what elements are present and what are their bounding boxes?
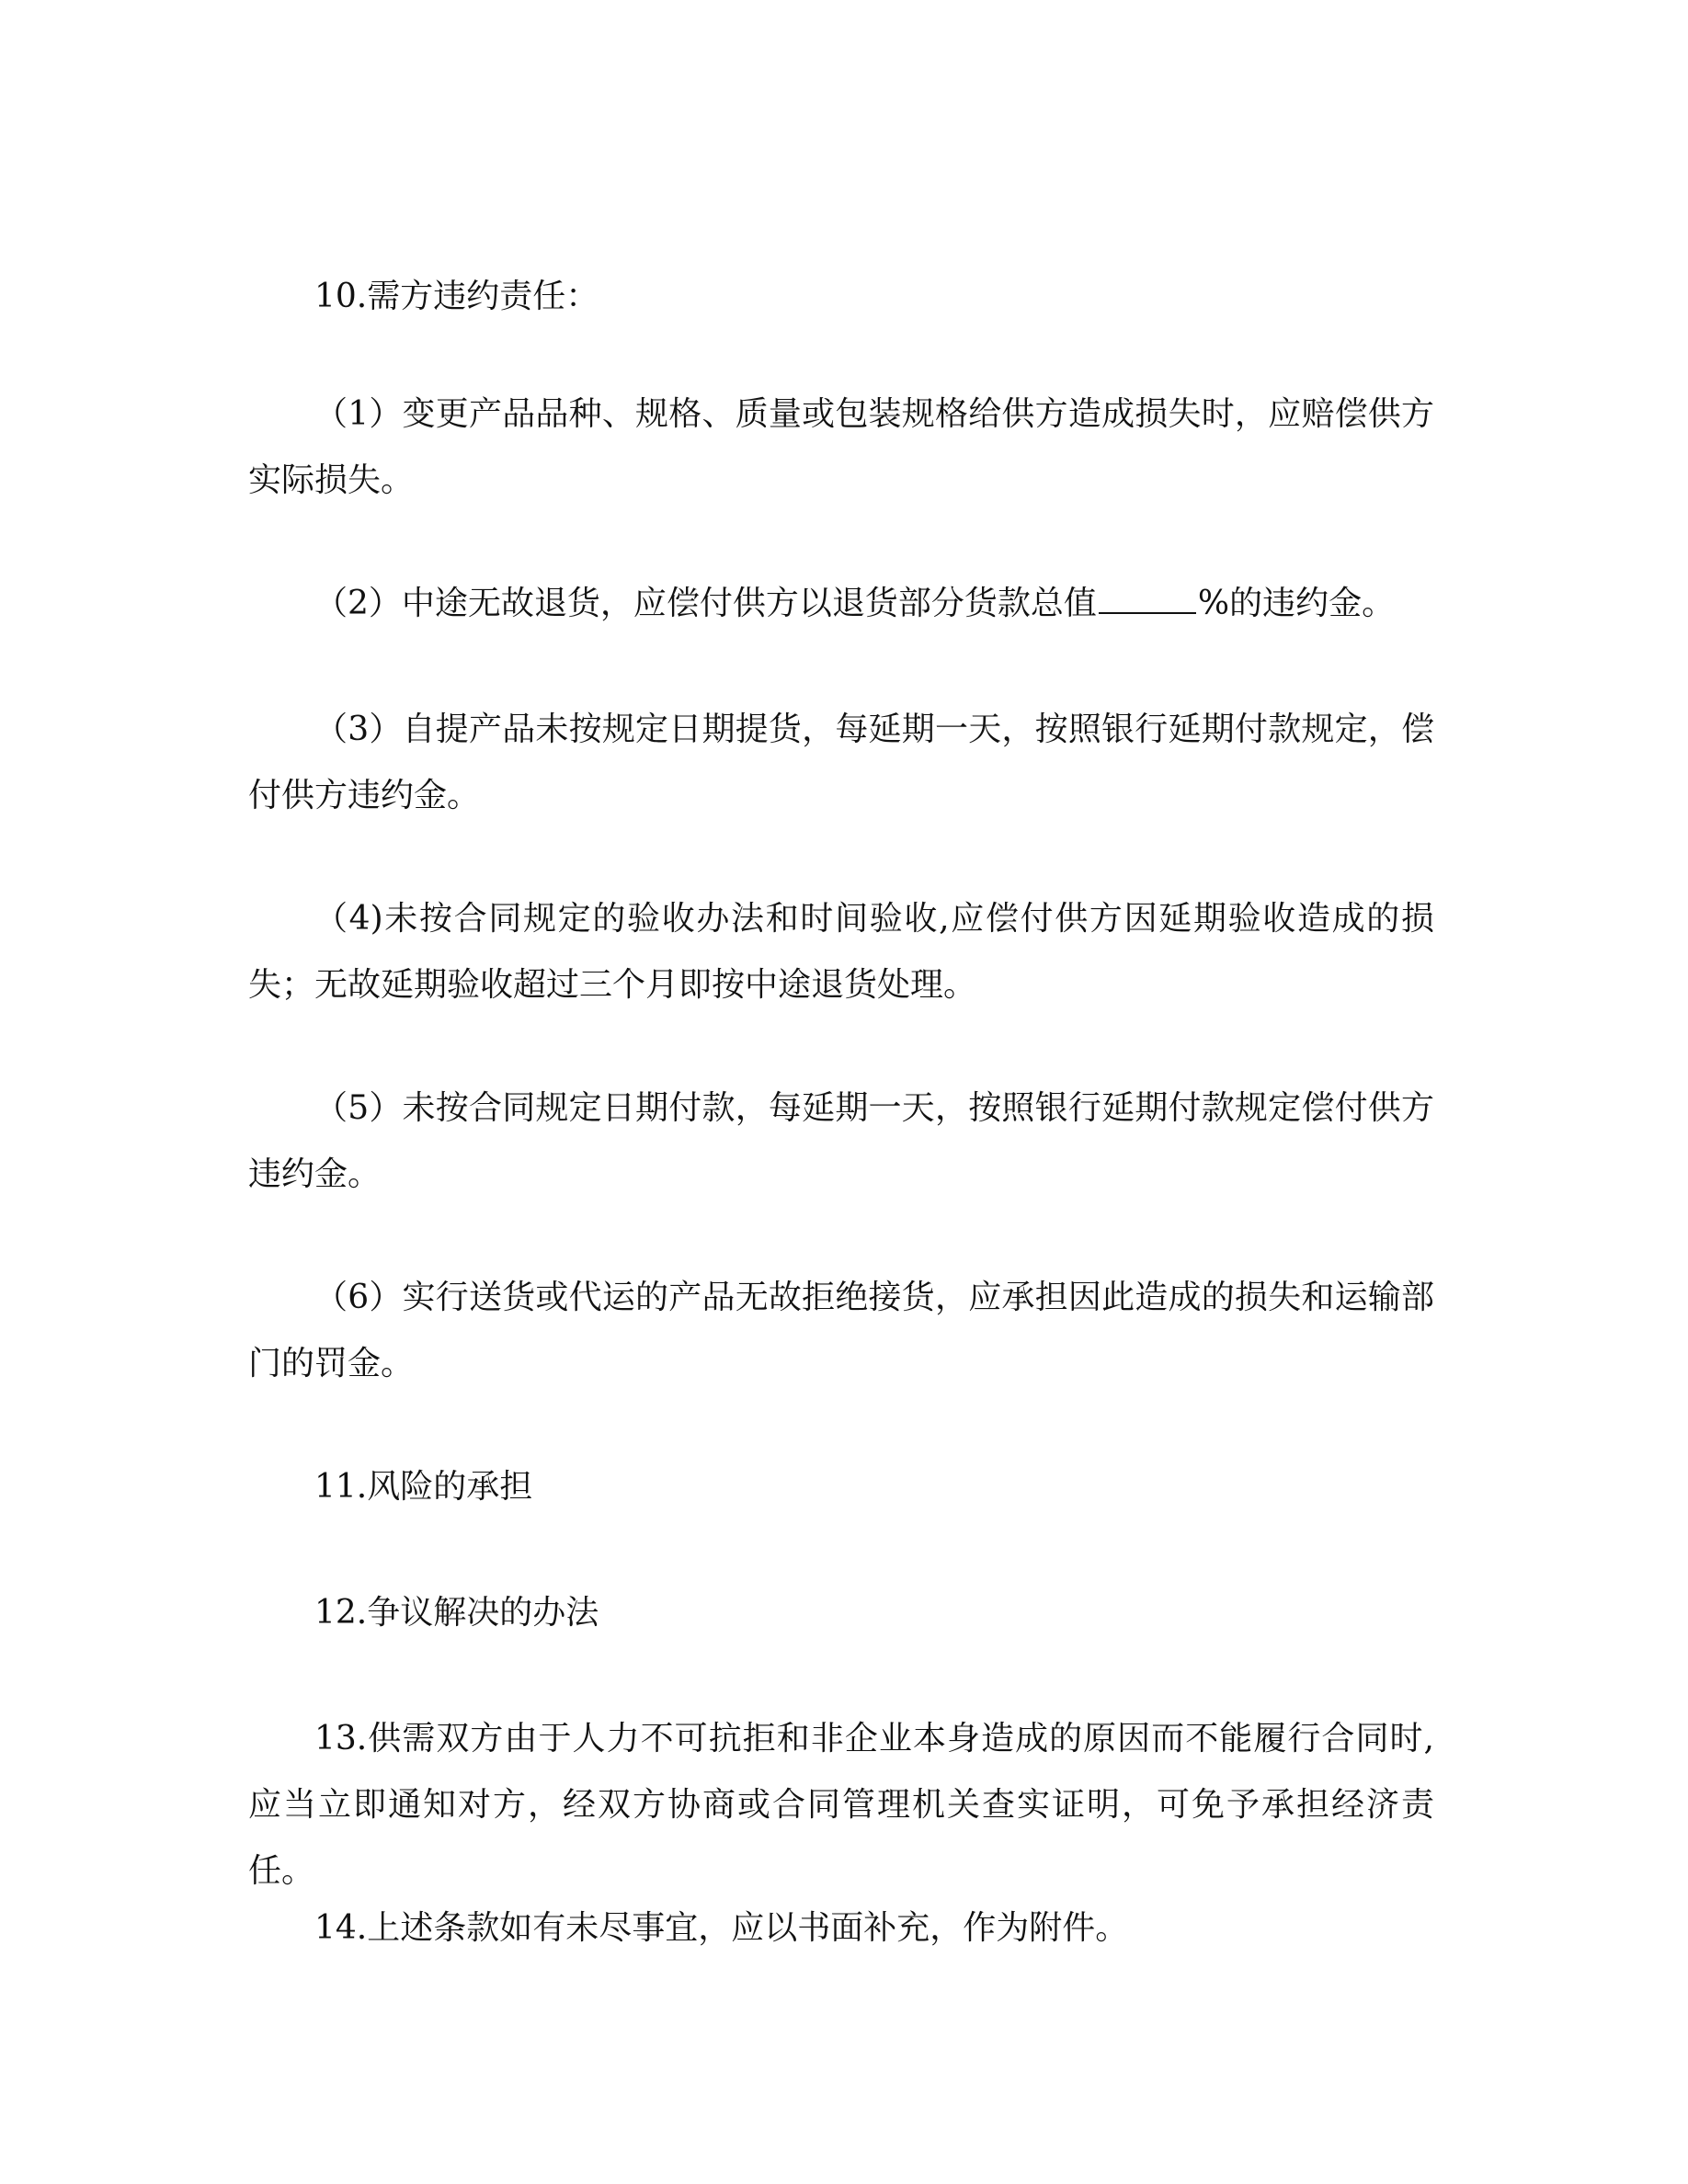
clause-12-heading: 12.争议解决的办法 [314, 1594, 599, 1632]
clause-10-item-1: （1）变更产品品种、规格、质量或包装规格给供方造成损失时，应赔偿供方实际损失。 [248, 395, 1434, 499]
percentage-blank [1099, 581, 1196, 614]
clause-10-heading: 10.需方违约责任： [314, 278, 599, 315]
clause-10-item-6: （6）实行送货或代运的产品无故拒绝接货，应承担因此造成的损失和运输部门的罚金。 [248, 1279, 1434, 1382]
clause-14: 14.上述条款如有未尽事宜，应以书面补充，作为附件。 [314, 1909, 1129, 1947]
clause-10-item-3: （3）自提产品未按规定日期提货，每延期一天，按照银行延期付款规定，偿付供方违约金。 [248, 711, 1434, 814]
clause-11-heading: 11.风险的承担 [314, 1468, 533, 1506]
clause-10-item-4: （4)未按合同规定的验收办法和时间验收,应偿付供方因延期验收造成的损失；无故延期验收超过三个月即按中途退货处理。 [248, 900, 1434, 1004]
clause-10-item-2-after: %的违约金。 [1197, 585, 1396, 622]
clause-10-item-5: （5）未按合同规定日期付款，每延期一天，按照银行延期付款规定偿付供方违约金。 [248, 1089, 1434, 1193]
clause-10-item-2-before: （2）中途无故退货，应偿付供方以退货部分货款总值 [314, 585, 1097, 622]
clause-10-item-2 [248, 571, 1434, 637]
clause-13: 13.供需双方由于人力不可抗拒和非企业本身造成的原因而不能履行合同时,应当立即通知对方，经双方协商或合同管理机关查实证明，可免予承担经济责任。 [248, 1720, 1434, 1890]
